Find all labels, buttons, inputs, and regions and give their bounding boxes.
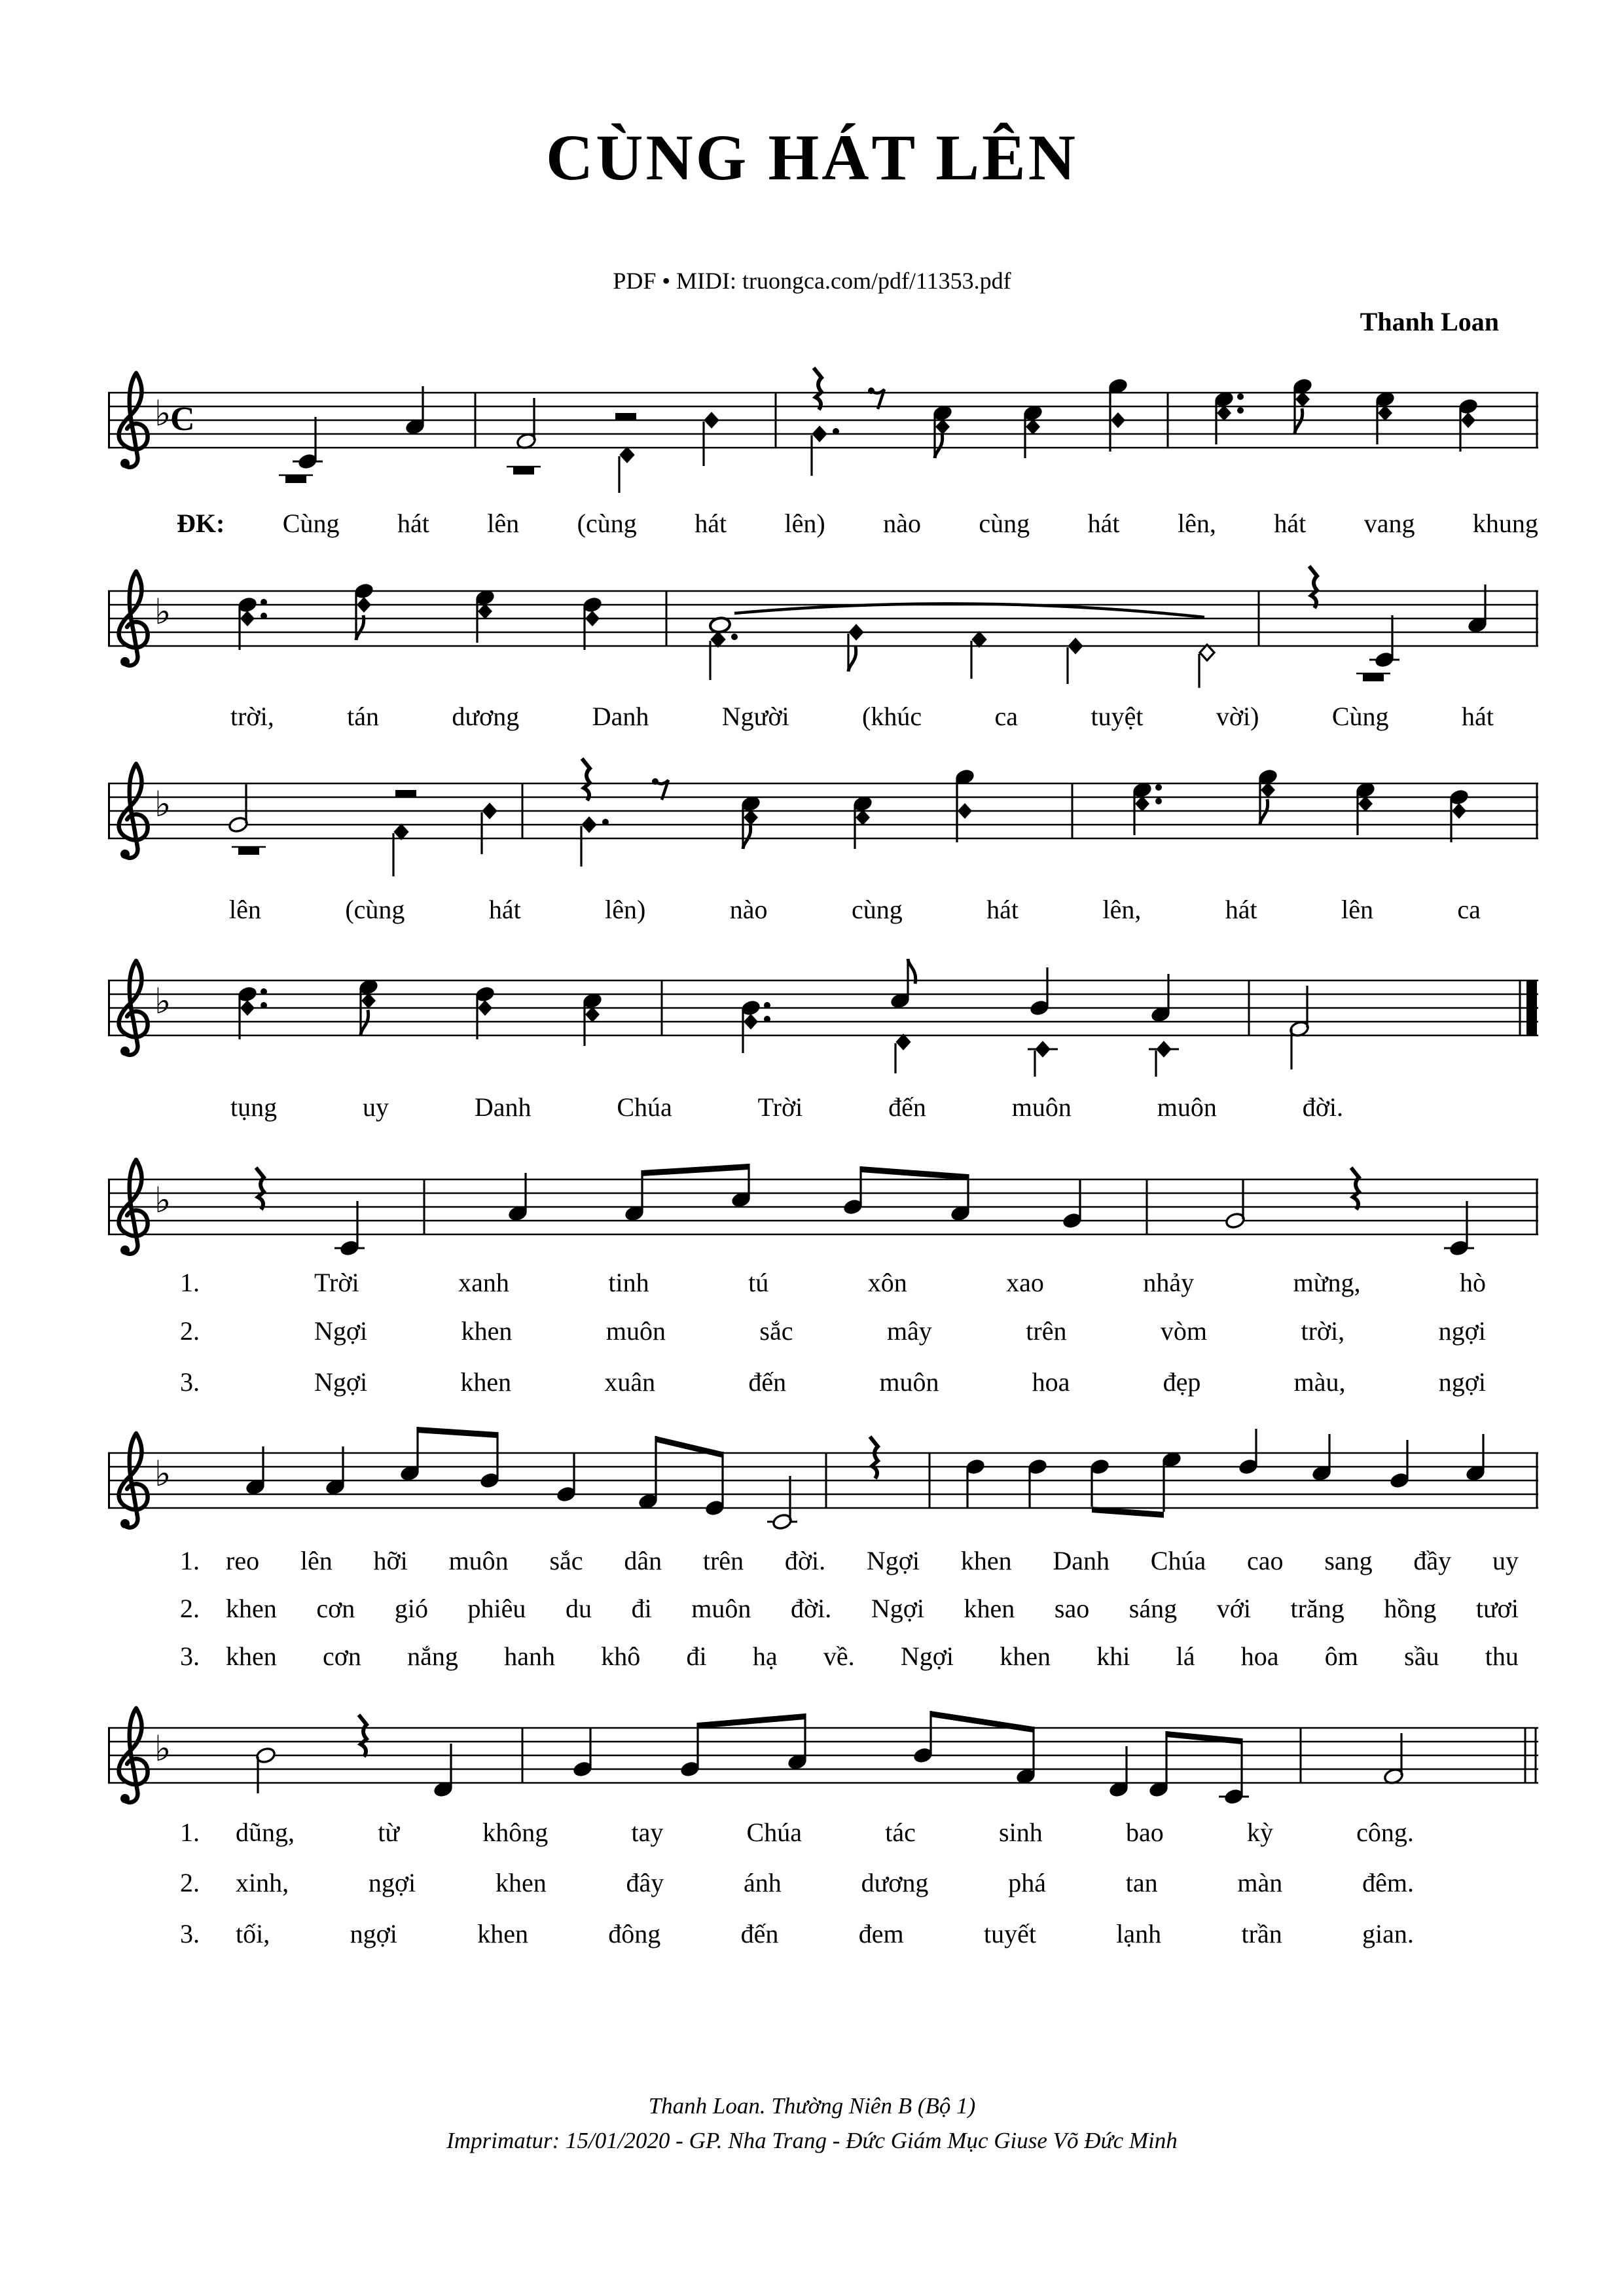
verse-number: 2.	[180, 1868, 200, 1897]
staff-system-4	[0, 895, 1624, 1111]
verse-3-row-2	[236, 1866, 1414, 1900]
lyric-word: lên)	[784, 509, 825, 538]
note-q	[1150, 974, 1171, 1024]
footer-line-1: Thanh Loan. Thường Niên B (Bộ 1)	[648, 2093, 976, 2119]
lyric-word: hát	[1461, 702, 1494, 731]
lyric-word: ngợi	[368, 1868, 416, 1897]
note-q	[1292, 377, 1313, 433]
note-d	[482, 803, 497, 854]
lyric-word: hỡi	[373, 1546, 408, 1575]
lyric-word: ngợi	[1438, 1367, 1486, 1397]
flat-sign-icon: ♭	[154, 1728, 171, 1769]
lyric-word: khen	[226, 1641, 277, 1671]
lyric-word: đến	[748, 1367, 787, 1397]
lyric-word: dũng,	[236, 1818, 295, 1847]
lyric-word: trần	[1241, 1919, 1282, 1948]
lyric-word: sắc	[549, 1546, 583, 1575]
verse-2-row-2	[226, 1592, 1519, 1626]
note-q	[1467, 584, 1488, 634]
lyric-word: trời,	[230, 702, 274, 731]
lyric-word: đông	[608, 1919, 661, 1948]
lyric-word: tán	[347, 702, 379, 731]
note-d	[581, 817, 609, 867]
note-r4	[256, 1168, 264, 1210]
lyric-word: Danh	[474, 1092, 532, 1122]
lyric-word: khung	[1472, 509, 1538, 538]
note-q	[965, 1458, 986, 1507]
lyric-word: Ngợi	[900, 1641, 954, 1671]
lyric-word: Người	[721, 702, 789, 731]
lyric-word: cao	[1247, 1546, 1284, 1575]
lyric-word: reo	[226, 1546, 260, 1575]
lyric-word: khen	[477, 1919, 528, 1948]
note-q	[334, 1201, 365, 1257]
note-h	[767, 1476, 797, 1531]
lyric-word: Chúa	[617, 1092, 672, 1122]
note-q	[624, 1170, 645, 1223]
lyric-word: đến	[888, 1092, 926, 1122]
note-d	[812, 426, 839, 476]
note-d	[1149, 1041, 1179, 1077]
note-q	[852, 795, 873, 849]
lyric-word: lên)	[605, 895, 646, 924]
note-rw	[507, 467, 541, 475]
lyric-word: tan	[1125, 1868, 1158, 1897]
note-q	[638, 1436, 659, 1511]
note-q	[1161, 1450, 1182, 1512]
lyric-word: trời,	[1301, 1316, 1345, 1346]
lyric-word: với	[1216, 1594, 1251, 1623]
note-q	[1355, 781, 1376, 835]
lyric-word: xanh	[458, 1268, 509, 1297]
lyric-word: đời.	[784, 1546, 826, 1575]
note-d	[710, 632, 738, 680]
note-q	[740, 795, 761, 849]
final-barline-thick	[1526, 980, 1537, 1035]
note-q	[1108, 1746, 1129, 1799]
lyric-line-1	[177, 507, 1538, 541]
note-q	[582, 596, 603, 650]
lyric-word: nào	[729, 895, 768, 924]
lyric-word: bao	[1125, 1818, 1164, 1847]
note-rw	[1356, 673, 1390, 681]
lyric-word: khen	[960, 1546, 1012, 1575]
note-d	[971, 632, 986, 679]
lyric-word: mây	[886, 1316, 932, 1346]
note-q	[1238, 1429, 1259, 1476]
note-q	[325, 1446, 346, 1496]
lyric-word: Cùng	[1331, 702, 1389, 731]
note-q	[679, 1723, 700, 1778]
lyric-word: hát	[695, 509, 727, 538]
lyric-word: (cùng	[345, 895, 405, 924]
note-q	[1022, 404, 1043, 458]
page-subtitle: PDF • MIDI: truongca.com/pdf/11353.pdf	[613, 268, 1011, 294]
note-q	[556, 1454, 577, 1503]
note-q	[1219, 1738, 1249, 1806]
beam	[655, 1436, 722, 1458]
verse-3-row-3	[236, 1917, 1414, 1951]
note-rw	[232, 847, 266, 855]
lyric-word: màu,	[1293, 1367, 1346, 1397]
lyric-word: tụng	[230, 1092, 278, 1122]
lyric-word: hoa	[1240, 1641, 1279, 1671]
page-title: CÙNG HÁT LÊN	[546, 121, 1078, 194]
note-q	[475, 985, 496, 1039]
lyric-word: đi	[631, 1594, 652, 1623]
note-rw	[279, 475, 313, 483]
lyric-word: xinh,	[236, 1868, 289, 1897]
lyric-word: xao	[1006, 1268, 1044, 1297]
verse-1-row-2	[314, 1314, 1486, 1348]
lyric-word: cơn	[316, 1594, 355, 1623]
verse-number: 2.	[180, 1594, 200, 1623]
lyric-word: cơn	[323, 1641, 361, 1671]
lyric-word: muôn	[448, 1546, 509, 1575]
note-q	[582, 992, 603, 1046]
note-dh	[1199, 645, 1214, 688]
lyric-word: Danh	[1053, 1546, 1110, 1575]
lyric-word: trăng	[1290, 1594, 1344, 1623]
note-q	[1369, 615, 1399, 669]
note-q	[740, 999, 770, 1053]
note-q	[704, 1452, 725, 1517]
flat-sign-icon: ♭	[154, 1453, 171, 1494]
lyric-word: lên,	[1178, 509, 1216, 538]
lyric-word: ca	[1457, 895, 1481, 924]
lyric-word: sắc	[759, 1316, 793, 1346]
lyric-word: đời.	[790, 1594, 832, 1623]
note-rh	[615, 413, 636, 420]
lyric-word: muôn	[691, 1594, 751, 1623]
note-q	[572, 1729, 593, 1778]
lyric-word: nắng	[407, 1641, 458, 1671]
lyric-word: màn	[1237, 1868, 1283, 1897]
note-d	[1068, 638, 1083, 684]
note-d	[619, 447, 634, 493]
note-q	[950, 1174, 971, 1223]
note-q	[1389, 1440, 1410, 1490]
lyric-word: phiêu	[467, 1594, 526, 1623]
note-h	[255, 1746, 276, 1793]
staff-system-1	[0, 308, 1624, 524]
verse-1-row-1	[314, 1266, 1486, 1300]
lyric-word: lá	[1176, 1641, 1195, 1671]
lyric-word: Ngợi	[866, 1546, 920, 1575]
lyric-word: sang	[1324, 1546, 1373, 1575]
lyric-word: lên	[487, 509, 520, 538]
lyric-word: sao	[1054, 1594, 1090, 1623]
lyric-word: tinh	[608, 1268, 649, 1297]
lyric-word: ôm	[1324, 1641, 1358, 1671]
lyric-word: khen	[461, 1316, 513, 1346]
lyric-word: Ngợi	[314, 1367, 368, 1397]
note-q	[912, 1711, 933, 1765]
note-d	[393, 824, 408, 876]
note-q	[433, 1744, 454, 1799]
lyric-word: hạ	[752, 1641, 778, 1671]
lyric-word: phá	[1008, 1868, 1046, 1897]
verse-3-row-1	[236, 1816, 1414, 1850]
lyric-word: muôn	[605, 1316, 666, 1346]
note-h	[228, 783, 249, 834]
lyric-word: lên	[300, 1546, 333, 1575]
lyric-word: tác	[885, 1818, 916, 1847]
note-q	[932, 404, 953, 458]
lyric-word: đến	[740, 1919, 779, 1948]
lyric-word: Danh	[592, 702, 649, 731]
note-r4	[359, 1715, 367, 1757]
lyric-word: đầy	[1413, 1546, 1452, 1575]
verse-number: 1.	[180, 1818, 200, 1847]
flat-sign-icon: ♭	[154, 980, 171, 1022]
lyric-word: Ngợi	[871, 1594, 924, 1623]
lyric-word: từ	[378, 1818, 400, 1847]
lyric-word: hanh	[504, 1641, 555, 1671]
note-r4	[814, 368, 821, 410]
lyric-word: gió	[394, 1594, 428, 1623]
lyric-word: (cùng	[577, 509, 637, 538]
lyric-word: Trời	[314, 1268, 359, 1297]
lyric-word: dương	[861, 1868, 929, 1897]
beam	[417, 1427, 497, 1438]
note-r4	[1309, 566, 1317, 608]
time-signature-common: C	[170, 401, 195, 438]
lyric-word: sinh	[999, 1818, 1043, 1847]
verse-number: 3.	[180, 1367, 200, 1397]
lyric-word: dân	[624, 1546, 662, 1575]
lyric-word: uy	[1492, 1546, 1519, 1575]
note-q	[479, 1432, 500, 1490]
note-d	[704, 412, 719, 466]
lyric-word: sáng	[1128, 1594, 1178, 1623]
lyric-word: hát	[1274, 509, 1307, 538]
note-d	[1028, 1041, 1058, 1077]
note-r4	[582, 759, 590, 800]
lyric-word: hồng	[1384, 1594, 1437, 1623]
lyric-word: hát	[1225, 895, 1257, 924]
note-h	[1289, 986, 1310, 1069]
lyric-word: đi	[686, 1641, 707, 1671]
note-q	[245, 1446, 266, 1496]
note-r4	[870, 1437, 878, 1479]
lyric-word: hát	[488, 895, 521, 924]
lyric-line-3	[229, 893, 1481, 927]
lyric-word: muôn	[879, 1367, 939, 1397]
note-q	[890, 959, 916, 1010]
note-q	[1449, 788, 1470, 842]
lyric-word: tay	[631, 1818, 664, 1847]
note-q	[1444, 1201, 1474, 1257]
verse-2-row-1	[226, 1544, 1519, 1578]
note-q	[1132, 781, 1162, 835]
beam	[698, 1713, 805, 1729]
note-q	[1089, 1458, 1110, 1507]
lyric-word: ánh	[744, 1868, 782, 1897]
lyric-word: Cùng	[282, 509, 340, 538]
lyric-word: không	[482, 1818, 549, 1847]
lyric-word: tươi	[1475, 1594, 1519, 1623]
lyric-word: khen	[226, 1594, 277, 1623]
lyric-word: tú	[748, 1268, 769, 1297]
note-d	[895, 1034, 911, 1073]
flat-sign-icon: ♭	[154, 591, 171, 632]
flat-sign-icon: ♭	[154, 783, 171, 825]
beam	[861, 1166, 968, 1180]
lyric-word: gian.	[1362, 1919, 1414, 1948]
lyric-word: lên	[1341, 895, 1373, 924]
footer-line-2: Imprimatur: 15/01/2020 - GP. Nha Trang - Đức Giám Mục Giuse Võ Đức Minh	[446, 2128, 1178, 2153]
note-q	[293, 417, 323, 471]
note-q	[1108, 377, 1128, 452]
lyric-word: về.	[823, 1641, 855, 1671]
note-q	[237, 985, 267, 1039]
lyric-word: đem	[858, 1919, 904, 1948]
lyric-word: lạnh	[1116, 1919, 1162, 1948]
note-h	[1225, 1179, 1246, 1230]
note-rh	[395, 790, 416, 797]
lyric-word: hò	[1459, 1268, 1486, 1297]
verse-2-row-3	[226, 1640, 1519, 1674]
lyric-word: đây	[626, 1868, 664, 1897]
lyric-word: cùng	[851, 895, 903, 924]
note-q	[358, 978, 379, 1035]
verse-1-row-3	[314, 1365, 1486, 1399]
lyric-word: ca	[994, 702, 1019, 731]
lyric-word: khen	[460, 1367, 512, 1397]
note-q	[954, 768, 975, 842]
lyric-word: khen	[495, 1868, 547, 1897]
lyric-word: muôn	[1011, 1092, 1072, 1122]
note-q	[842, 1166, 863, 1216]
lyric-word: ngợi	[350, 1919, 397, 1948]
lyric-word: uy	[362, 1092, 389, 1122]
note-q	[237, 596, 267, 650]
lyric-word: khen	[964, 1594, 1015, 1623]
lyric-word: xuân	[604, 1367, 656, 1397]
lyric-word: đêm.	[1362, 1868, 1414, 1897]
note-q	[353, 582, 374, 640]
note-q	[399, 1427, 420, 1482]
lyric-word: Trời	[757, 1092, 803, 1122]
flat-sign-icon: ♭	[154, 393, 171, 434]
lyric-word: Ngợi	[314, 1316, 368, 1346]
lyric-word: du	[565, 1594, 592, 1623]
lyric-word: ngợi	[1438, 1316, 1486, 1346]
lyric-word: tối,	[236, 1919, 270, 1948]
lyric-word: vời)	[1216, 702, 1259, 731]
lyric-word: lên	[229, 895, 261, 924]
lyric-word: vang	[1363, 509, 1415, 538]
verse-number: 3.	[180, 1919, 200, 1948]
lyric-prefix: ĐK:	[177, 509, 225, 538]
lyric-word: khô	[601, 1641, 641, 1671]
note-q	[405, 386, 425, 436]
lyric-word: dương	[452, 702, 520, 731]
lyric-word: xôn	[867, 1268, 907, 1297]
lyric-word: kỳ	[1246, 1818, 1273, 1847]
lyric-line-2	[230, 700, 1494, 734]
lyric-word: Chúa	[1150, 1546, 1206, 1575]
lyric-word: thu	[1485, 1641, 1519, 1671]
note-q	[1311, 1434, 1332, 1482]
lyric-word: công.	[1356, 1818, 1414, 1847]
beam	[642, 1164, 749, 1176]
note-q	[1214, 390, 1244, 444]
lyric-word: nào	[883, 509, 921, 538]
verse-number: 1.	[180, 1268, 200, 1297]
lyric-word: hát	[397, 509, 429, 538]
verse-number: 1.	[180, 1546, 200, 1575]
flat-sign-icon: ♭	[154, 1179, 171, 1221]
beam	[930, 1711, 1033, 1732]
lyric-word: muôn	[1157, 1092, 1217, 1122]
lyric-word: khen	[1000, 1641, 1051, 1671]
lyric-word: lên,	[1102, 895, 1142, 924]
verse-number: 2.	[180, 1316, 200, 1346]
note-q	[1062, 1180, 1083, 1230]
lyric-word: hát	[1087, 509, 1120, 538]
lyric-word: vòm	[1160, 1316, 1208, 1346]
lyric-word: cùng	[979, 509, 1030, 538]
lyric-word: (khúc	[862, 702, 922, 731]
lyric-word: trên	[702, 1546, 744, 1575]
lyric-word: mừng,	[1293, 1268, 1361, 1297]
lyric-word: Chúa	[746, 1818, 802, 1847]
lyric-word: đời.	[1302, 1092, 1343, 1122]
lyric-word: hát	[986, 895, 1019, 924]
lyric-word: khi	[1096, 1641, 1130, 1671]
note-q	[1465, 1434, 1486, 1482]
lyric-word: trên	[1026, 1316, 1067, 1346]
lyric-word: đẹp	[1163, 1367, 1201, 1397]
note-q	[475, 588, 496, 643]
tie-arc	[734, 603, 1204, 617]
lyric-word: nhảy	[1143, 1268, 1195, 1297]
verse-number: 3.	[180, 1641, 200, 1671]
lyric-word: sầu	[1404, 1641, 1439, 1671]
composer-name: Thanh Loan	[1360, 307, 1499, 336]
note-r4	[1351, 1168, 1359, 1210]
note-q	[1458, 397, 1479, 452]
note-q	[507, 1173, 528, 1223]
note-q	[1029, 967, 1050, 1017]
lyric-line-4	[230, 1090, 1343, 1124]
note-q	[1257, 768, 1278, 824]
lyric-word: tuyệt	[1091, 702, 1144, 731]
lyric-word: tuyết	[983, 1919, 1036, 1948]
note-q	[1375, 390, 1396, 444]
note-d	[848, 624, 863, 672]
note-q	[1027, 1458, 1048, 1507]
lyric-word: hoa	[1032, 1367, 1070, 1397]
